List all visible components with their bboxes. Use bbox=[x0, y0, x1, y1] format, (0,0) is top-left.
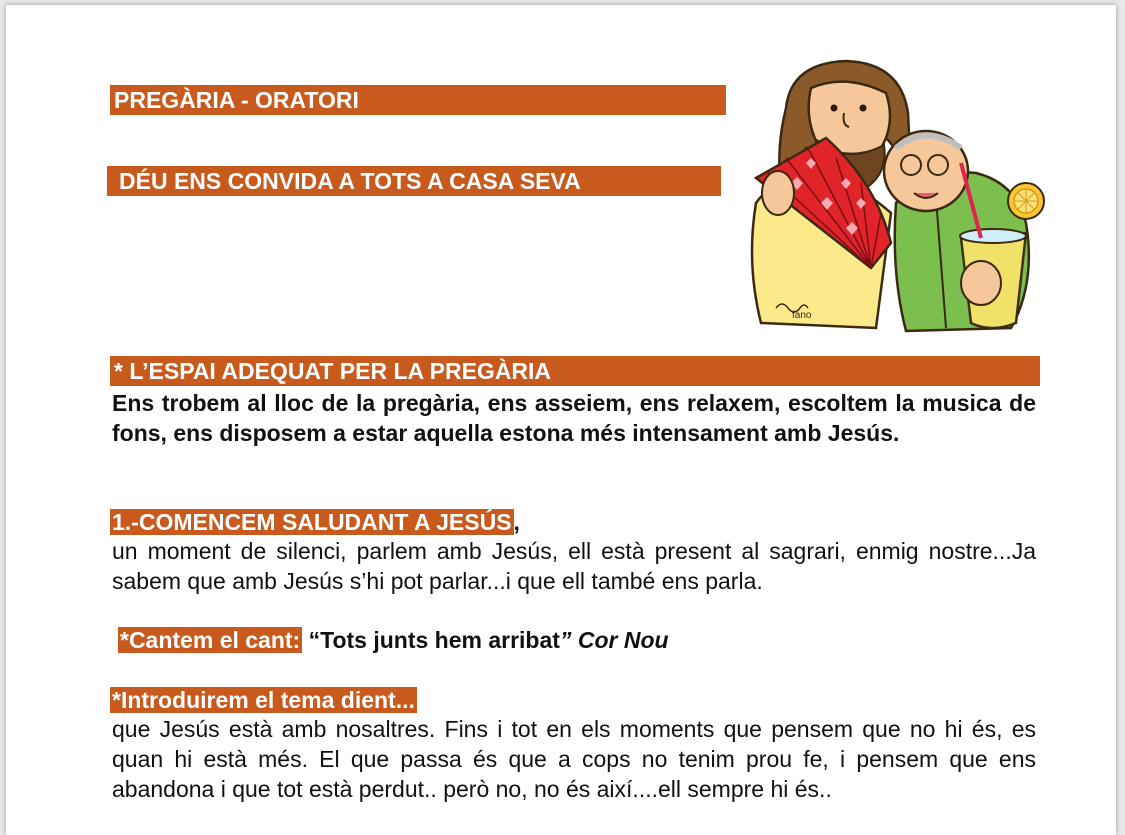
section-heading-greeting: 1.-COMENCEM SALUDANT A JESÚS bbox=[112, 509, 512, 535]
section-heading-intro: *Introduirem el tema dient... bbox=[112, 687, 415, 713]
section-intro-text: que Jesús està amb nosaltres. Fins i tot en els moments que pensem que no hi és, es quan hi està més. El que passa és que a cops no tenim prou fe, i pensem que ens abandona i que tot està perdut.. però no, no és així....ell sempre hi és.. bbox=[112, 716, 1036, 802]
song-label: *Cantem el cant: bbox=[120, 627, 301, 653]
section-greeting-text: un moment de silenci, parlem amb Jesús, ell està present al sagrari, enmig nostre...Ja sabem que amb Jesús s’hi pot parlar...i que ell també ens parla. bbox=[112, 538, 1036, 594]
section-space-text: Ens trobem al lloc de la pregària, ens asseiem, ens relaxem, escoltem la musica de fons, ens disposem a estar aquella estona més intensament amb Jesús. bbox=[112, 390, 1036, 446]
greeting-line bbox=[110, 507, 520, 537]
song-source: ” Cor Nou bbox=[559, 627, 669, 653]
svg-text:fano: fano bbox=[792, 310, 812, 321]
page-subtitle: DÉU ENS CONVIDA A TOTS A CASA SEVA bbox=[107, 166, 721, 196]
heading-comma: , bbox=[513, 509, 520, 535]
document-page bbox=[6, 5, 1116, 835]
section-heading-space: * L’ESPAI ADEQUAT PER LA PREGÀRIA bbox=[110, 356, 1040, 386]
song-title: “Tots junts hem arribat bbox=[308, 627, 560, 653]
song-line bbox=[118, 625, 669, 655]
page-title: PREGÀRIA - ORATORI bbox=[110, 85, 726, 115]
intro-line bbox=[110, 685, 417, 715]
jesus-illustration bbox=[726, 53, 1051, 338]
